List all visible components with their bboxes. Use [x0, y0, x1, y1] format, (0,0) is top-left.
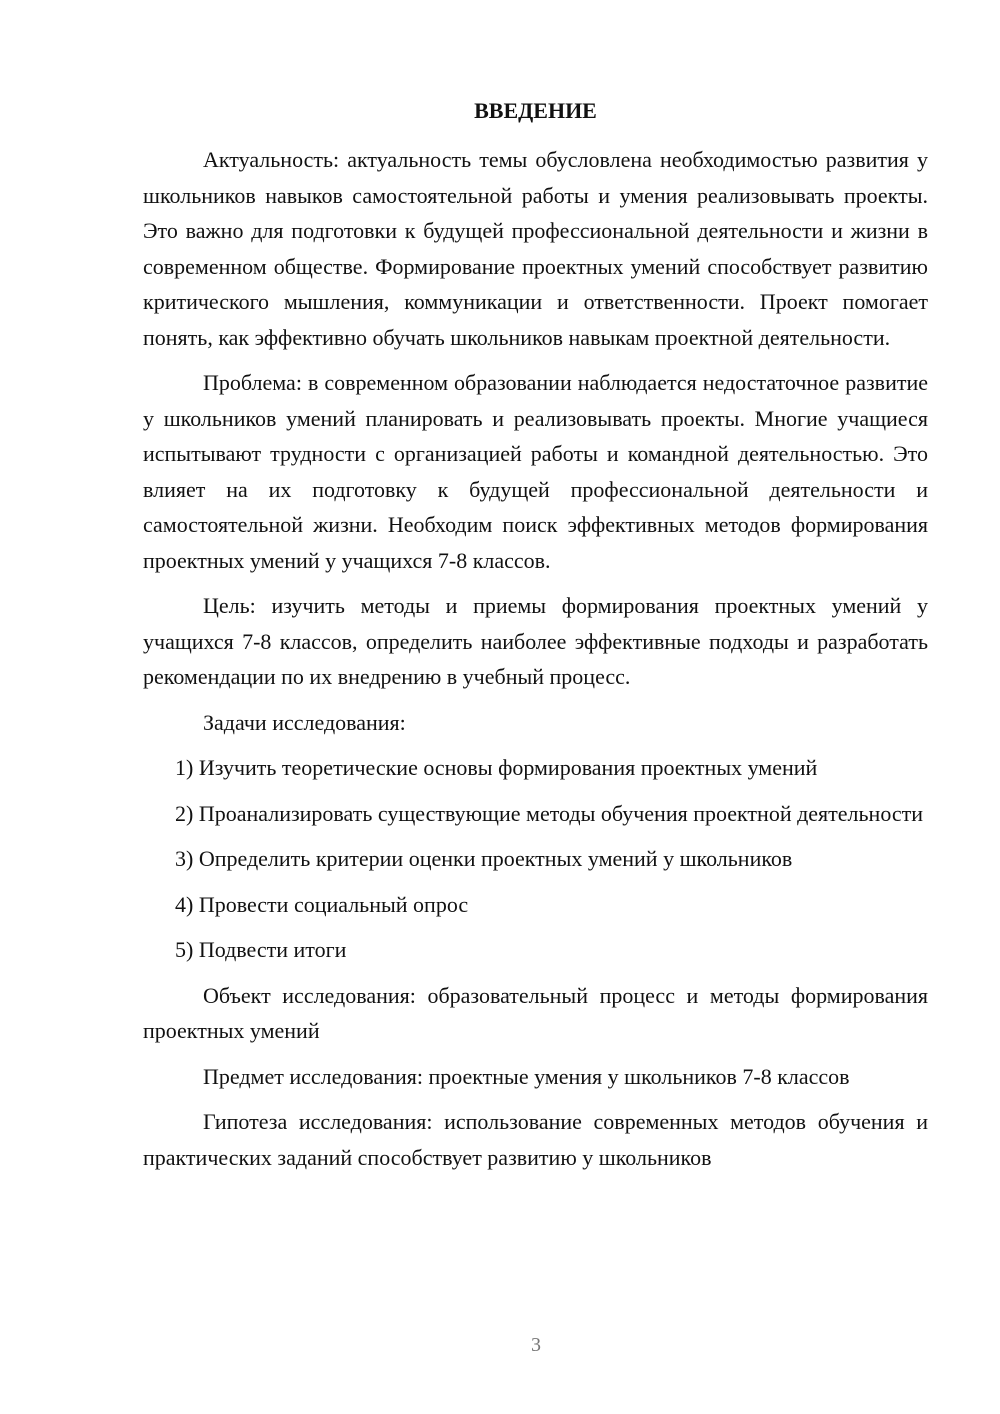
paragraph-hypothesis: Гипотеза исследования: использование современных методов обучения и практических заданий способствует развитию у школьников [143, 1109, 928, 1170]
paragraph-tasks-heading: Задачи исследования: [203, 709, 406, 735]
paragraph-goal: Цель: изучить методы и приемы формирования проектных умений у учащихся 7-8 классов, определить наиболее эффективные подходы и разработать рекомендации по их внедрению в учебный процесс. [143, 593, 928, 689]
page-number: 3 [531, 1334, 541, 1356]
list-item: 5) Подвести итоги [175, 937, 347, 962]
list-item: 3) Определить критерии оценки проектных умений у школьников [175, 846, 793, 871]
list-item: 4) Провести социальный опрос [175, 891, 469, 917]
list-item: 1) Изучить теоретические основы формирования проектных умений [175, 755, 818, 780]
paragraph-problem: Проблема: в современном образовании наблюдается недостаточное развитие у школьников умений планировать и реализовывать проекты. Многие учащиеся испытывают трудности с организацией работы и командной деятельностью. Это влияет на их подготовку к будущей профессиональной деятельности и самостоятельной жизни. Необходим поиск эффективных методов формирования проектных умений у учащихся 7-8 классов. [143, 370, 928, 573]
paragraph-relevance: Актуальность: актуальность темы обусловлена необходимостью развития у школьников навыков самостоятельной работы и умения реализовывать проекты. Это важно для подготовки к будущей профессиональной деятельности и жизни в современном обществе. Формирование проектных умений способствует развитию критического мышления, коммуникации и ответственности. Проект помогает понять, как эффективно обучать школьников навыкам проектной деятельности. [143, 147, 928, 350]
document-page [143, 96, 928, 1185]
paragraph-subject: Предмет исследования: проектные умения у школьников 7-8 классов [203, 1063, 850, 1089]
paragraph-object: Объект исследования: образовательный процесс и методы формирования проектных умений [143, 982, 928, 1043]
list-item: 2) Проанализировать существующие методы обучения проектной деятельности [175, 800, 924, 826]
page-title: ВВЕДЕНИЕ [474, 98, 597, 123]
